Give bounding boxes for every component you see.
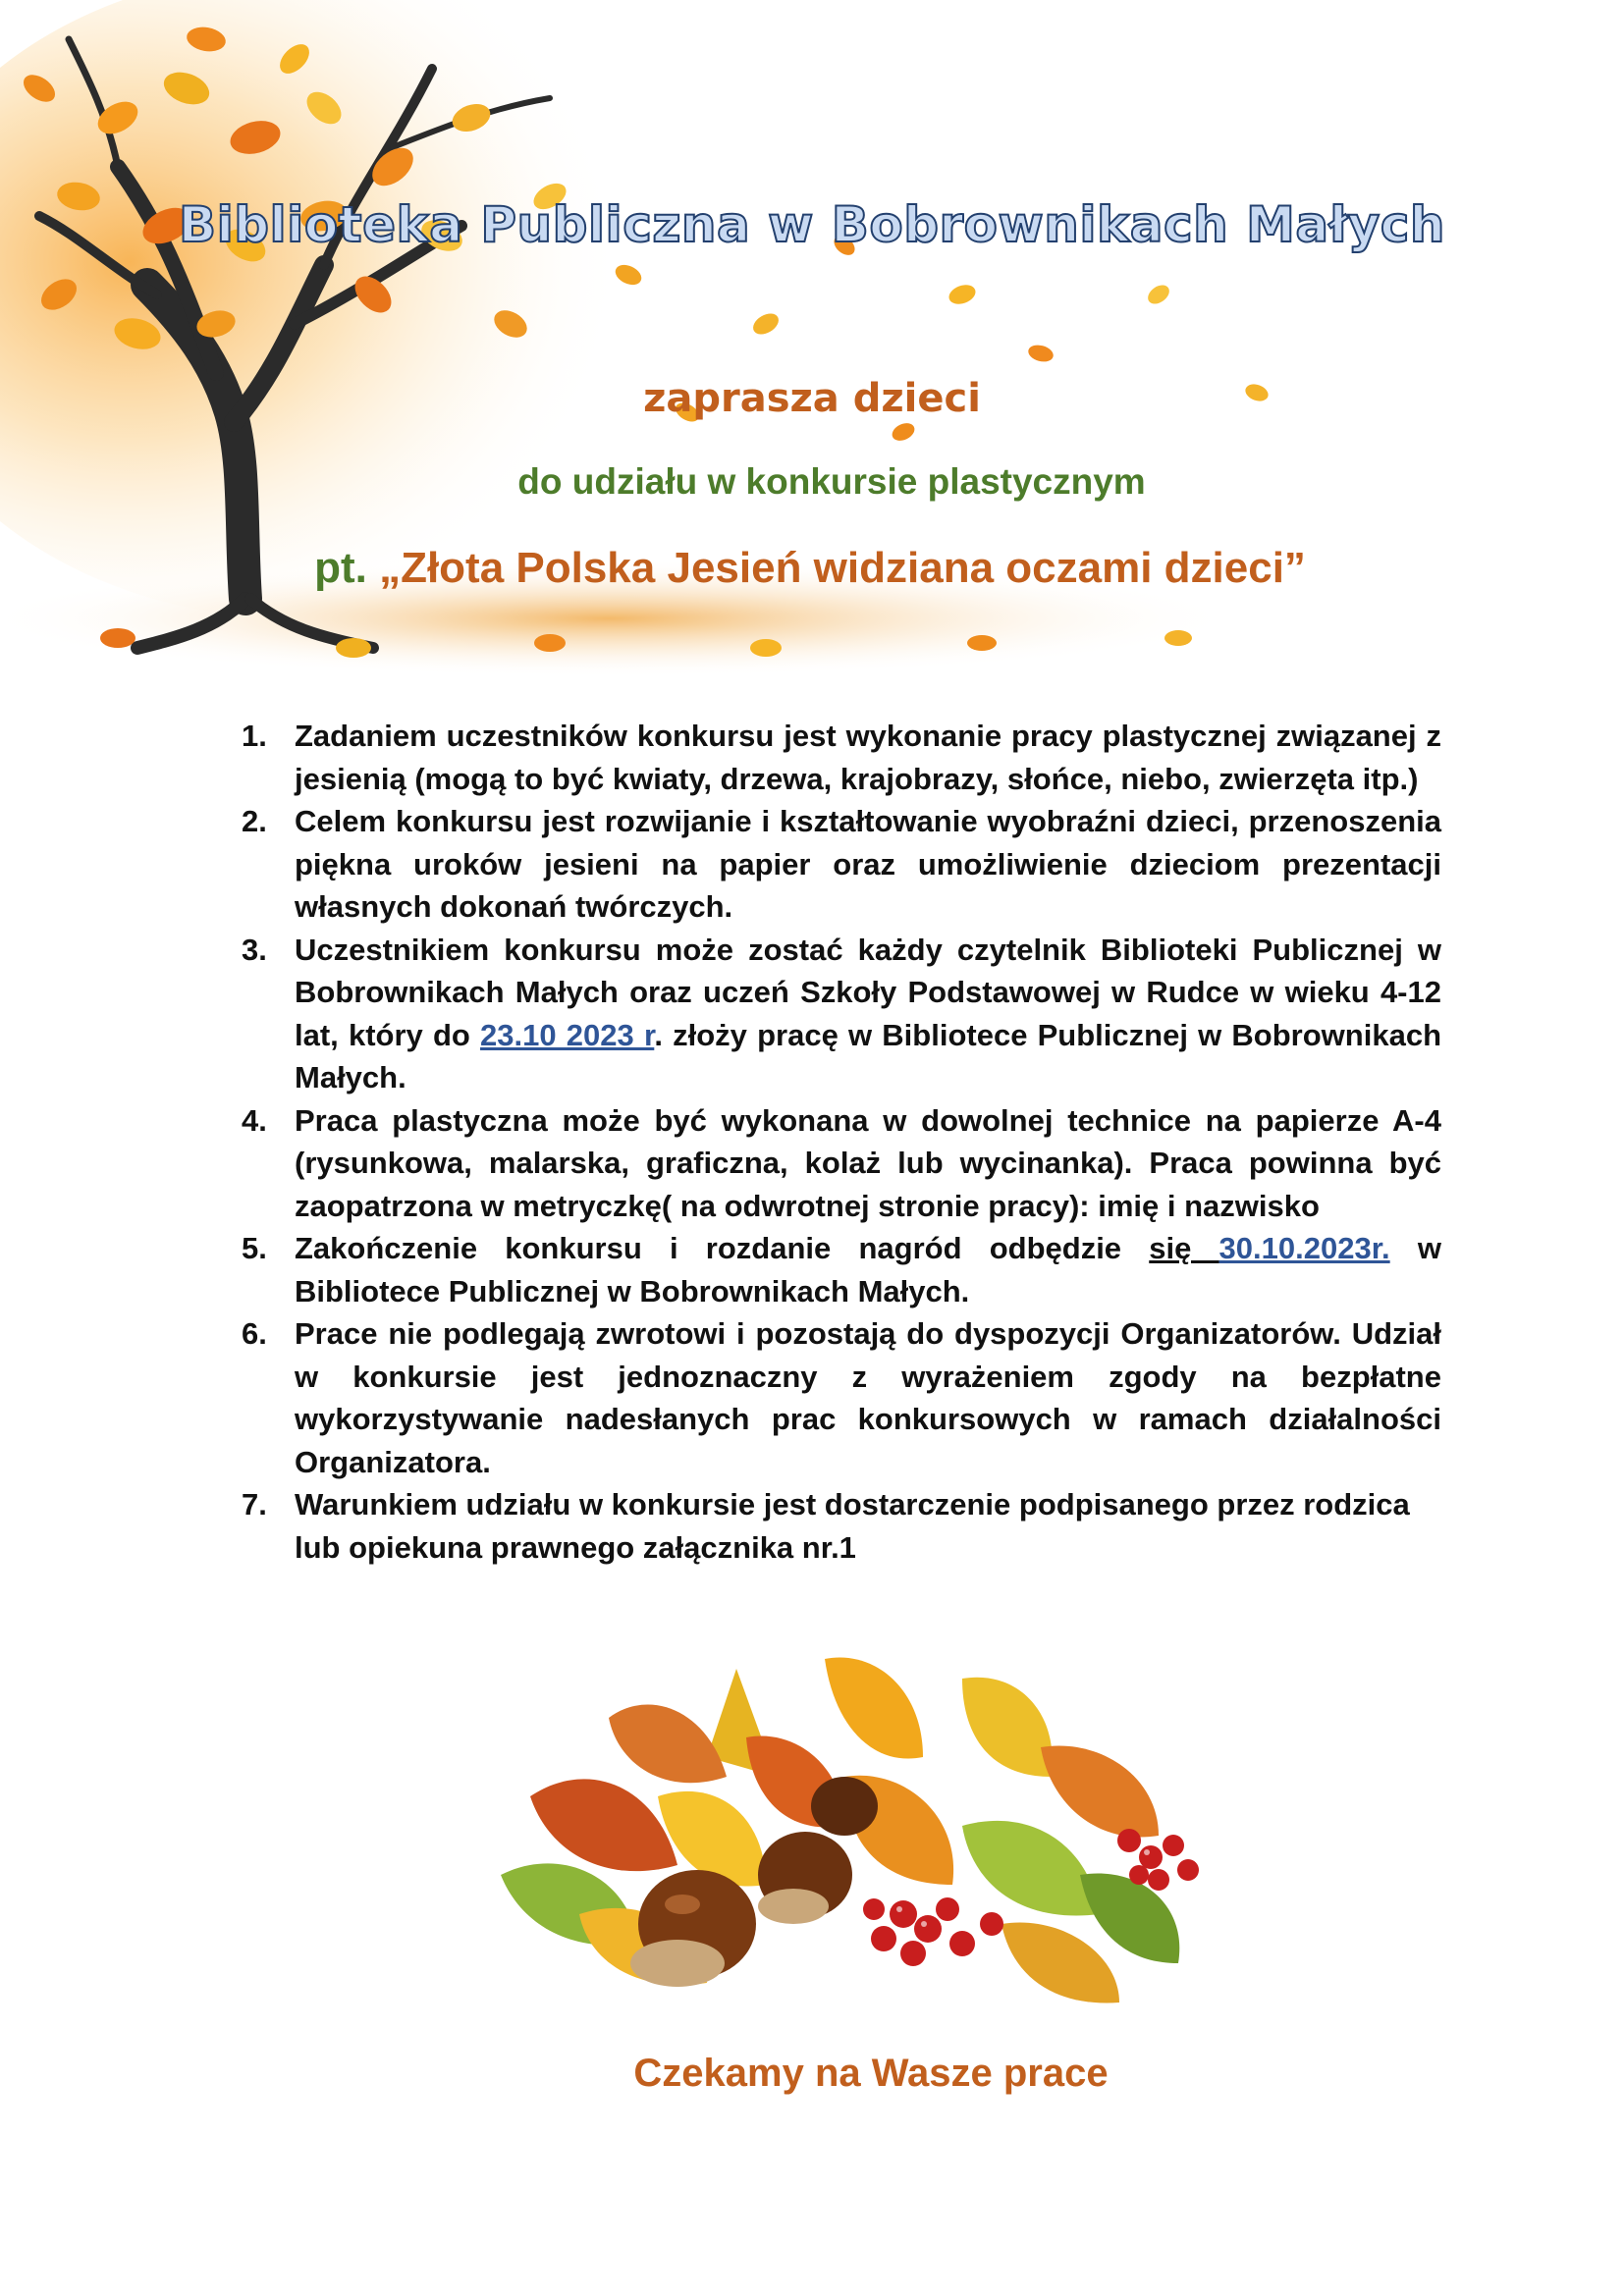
rule-item (242, 800, 1441, 929)
deadline-date: 23.10 2023 r (480, 1017, 655, 1052)
rule-number: 5. (242, 1231, 267, 1265)
rule-text-underlined: się (1149, 1231, 1219, 1265)
contest-title-prefix: pt. (314, 544, 367, 592)
rule-text: Uczestnikiem konkursu może zostać każdy czytelnik Biblioteki Publicznej w Bobrownikach Małych oraz uczeń Szkoły Podstawowej w Rudce w wieku 4-12 lat, który do (295, 932, 1441, 1052)
rule-text: Zadaniem uczestników konkursu jest wykonanie pracy plastycznej związanej z jesienią (mogą to być kwiaty, drzewa, krajobrazy, słońce, niebo, zwierzęta itp.) (295, 719, 1441, 796)
rule-item (242, 1227, 1441, 1312)
contest-title: „Złota Polska Jesień widziana oczami dzieci” (379, 544, 1306, 592)
rule-number: 4. (242, 1102, 267, 1138)
rule-number: 1. (242, 719, 267, 753)
contest-title-line (0, 544, 1622, 593)
library-title: Biblioteka Publiczna w Bobrownikach Małych (179, 196, 1445, 253)
rule-number: 3. (242, 932, 267, 967)
rule-text: Prace nie podlegają zwrotowi i pozostają do dyspozycji Organizatorów. Udział w konkursie jest jednoznaczny z wyrażeniem zgody na bezpłatne wykorzystywanie nadesłanych prac konkursowych w ramach działalności Organizatora. (295, 1316, 1441, 1479)
invite-line: zaprasza dzieci (643, 376, 981, 421)
rule-item (242, 1312, 1441, 1483)
contest-line: do udziału w konkursie plastycznym (517, 461, 1146, 502)
rule-text: Zakończenie konkursu i rozdanie nagród odbędzie (295, 1231, 1150, 1265)
rule-text: Praca plastyczna może być wykonana w dowolnej technice na papierze A-4 (rysunkowa, malarska, graficzna, kolaż lub wycinanka). Praca powinna być zaopatrzona w metryczkę( na odwrotnej stronie pracy): imię i nazwisko (295, 1102, 1441, 1223)
award-date: 30.10.2023r. (1218, 1231, 1390, 1265)
autumn-leaves-chestnuts-bouquet (412, 1629, 1276, 2022)
rule-text: Celem konkursu jest rozwijanie i kształtowanie wyobraźni dzieci, przenoszenia piękna uroków jesieni na papier oraz umożliwienie dzieciom prezentacji własnych dokonań twórczych. (295, 804, 1441, 924)
rule-number: 7. (242, 1487, 267, 1522)
rules-list (242, 715, 1441, 1569)
rule-text: w Bibliotece Publicznej w Bobrownikach Małych. (295, 1231, 1441, 1308)
rule-text: Warunkiem udziału w konkursie jest dostarczenie podpisanego przez rodzica lub opiekuna prawnego załącznika nr.1 (295, 1487, 1410, 1565)
rule-item (242, 929, 1441, 1099)
rule-item (242, 1483, 1441, 1569)
rule-item (242, 1099, 1441, 1228)
rule-text: . złoży pracę w Bibliotece Publicznej w Bobrownikach Małych. (295, 1017, 1441, 1095)
autumn-tree-illustration (0, 0, 1624, 707)
rule-number: 6. (242, 1316, 267, 1351)
rule-number: 2. (242, 804, 267, 838)
rule-item (242, 715, 1441, 800)
closing-message: Czekamy na Wasze prace (633, 2052, 1109, 2095)
